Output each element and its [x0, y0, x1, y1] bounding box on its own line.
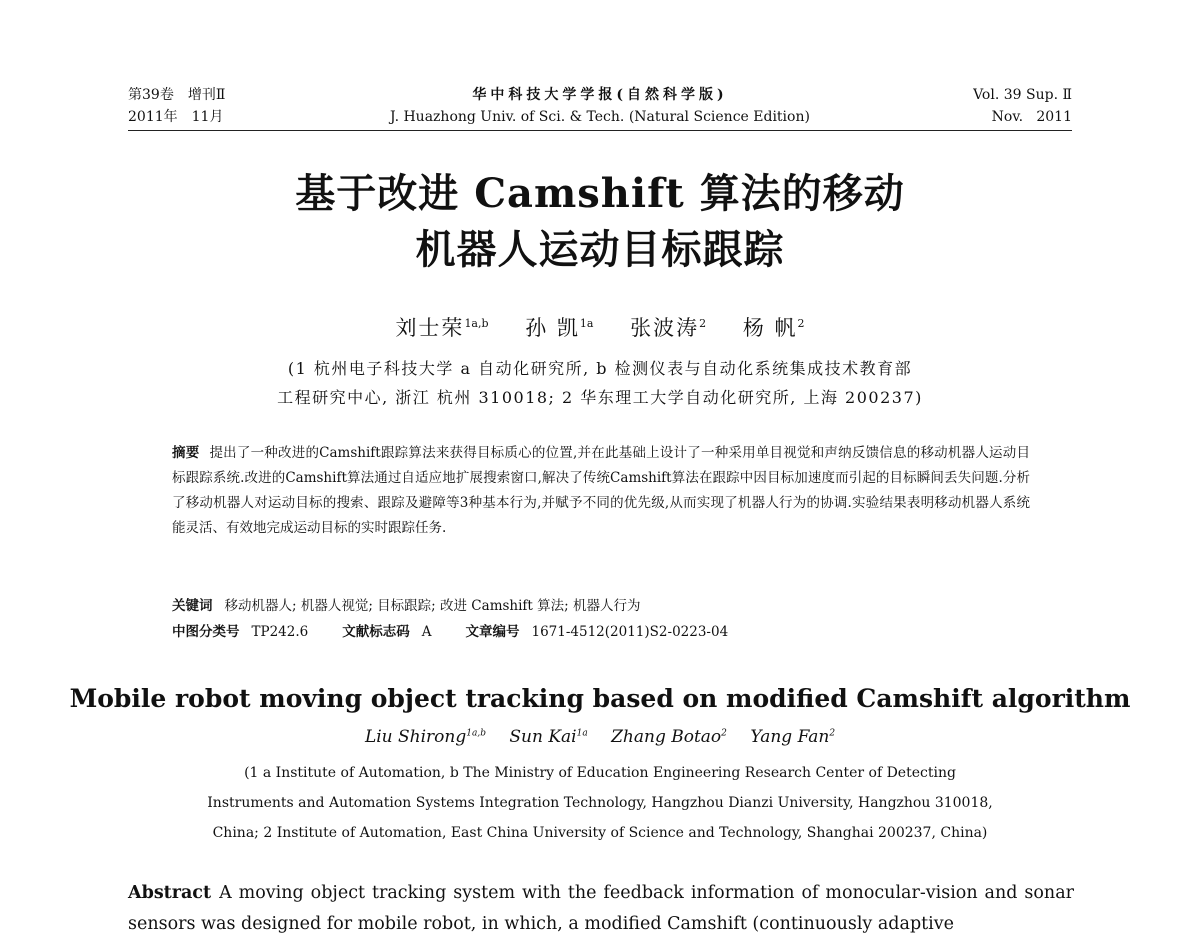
affiliation-en-line: Instruments and Automation Systems Integration Technology, Hangzhou Dianzi University, Hangzhou 310018,	[207, 795, 993, 811]
header-year: 2011年	[128, 109, 178, 125]
paper-title-en: Mobile robot moving object tracking based on modified Camshift algorithm	[69, 684, 1131, 713]
title-cn-line-1: 基于改进 Camshift 算法的移动	[295, 170, 905, 217]
keywords-cn-label: 关键词	[172, 598, 213, 614]
journal-name-cn: 华中科技大学学报(自然科学版)	[472, 87, 728, 103]
author-cn: 张波涛$^2$	[630, 316, 707, 340]
classification-line	[172, 620, 1030, 645]
author-cn: 杨 帆$^2$	[742, 316, 805, 340]
doc-code-label: 文献标志码	[342, 624, 410, 640]
article-id-value: 1671-4512(2011)S2-0223-04	[531, 624, 729, 640]
header-volume: 第39卷	[128, 87, 174, 103]
article-id-label: 文章编号	[465, 624, 520, 640]
abstract-en-label: Abstract	[128, 883, 212, 903]
abstract-cn	[172, 441, 1030, 541]
clc-value: TP242.6	[251, 624, 309, 640]
title-cn-line-2: 机器人运动目标跟踪	[415, 226, 785, 273]
journal-name-en: J. Huazhong Univ. of Sci. & Tech. (Natural Science Edition)	[390, 109, 810, 125]
author-cn: 孙 凯$^{1a}$	[525, 316, 594, 340]
abstract-cn-label: 摘要	[172, 445, 200, 461]
abstract-en	[128, 878, 1074, 940]
author-en: Zhang Botao$^2$	[611, 727, 727, 747]
affiliation-cn-line: (1 杭州电子科技大学 a 自动化研究所, b 检测仪表与自动化系统集成技术教育部	[287, 359, 913, 378]
affiliation-en-line: (1 a Institute of Automation, b The Ministry of Education Engineering Research Center of Detecting	[244, 765, 956, 781]
keywords-cn-text: 移动机器人; 机器人视觉; 目标跟踪; 改进 Camshift 算法; 机器人行为	[224, 598, 641, 614]
abstract-cn-text: 提出了一种改进的Camshift跟踪算法来获得目标质心的位置,并在此基础上设计了一种采用单目视觉和声纳反馈信息的移动机器人运动目标跟踪系统.改进的Camshift算法通过自适应地扩展搜索窗口,解决了传统Camshift算法在跟踪中因目标加速度而引起的目标瞬间丢失问题.分析了移动机器人对运动目标的搜索、跟踪及避障等3种基本行为,并赋予不同的优先级,从而实现了机器人行为的协调.实验结果表明移动机器人系统能灵活、有效地完成运动目标的实时跟踪任务.	[172, 445, 1030, 536]
doc-code-value: A	[421, 624, 432, 640]
paper-title-cn	[0, 166, 1200, 278]
header-vol-en: Vol. 39 Sup. Ⅱ	[973, 87, 1072, 103]
affiliation-cn	[0, 354, 1200, 412]
header-volume-en	[973, 84, 1072, 128]
affiliation-en-line: China; 2 Institute of Automation, East China University of Science and Technology, Shanghai 200237, China)	[212, 825, 988, 841]
abstract-en-text: A moving object tracking system with the feedback information of monocular-vision and sonar sensors was designed for mobile robot, in which, a modified Camshift (continuously adaptive	[128, 883, 1074, 934]
page-header	[128, 84, 1072, 131]
authors-cn	[0, 312, 1200, 342]
author-cn: 刘士荣$^{1a,b}$	[395, 316, 489, 340]
author-en: Liu Shirong$^{1a,b}$	[364, 727, 486, 747]
clc-label: 中图分类号	[172, 624, 240, 640]
authors-en	[0, 727, 1200, 747]
header-issue: 增刊Ⅱ	[187, 87, 226, 103]
header-date-en: Nov. 2011	[991, 109, 1072, 125]
author-en: Yang Fan$^2$	[750, 727, 836, 747]
header-month: 11月	[191, 109, 224, 125]
affiliation-en	[0, 758, 1200, 848]
affiliation-cn-line: 工程研究中心, 浙江 杭州 310018; 2 华东理工大学自动化研究所, 上海 200237)	[277, 388, 923, 407]
author-en: Sun Kai$^{1a}$	[509, 727, 588, 747]
header-journal	[128, 84, 1072, 128]
keywords-cn	[172, 594, 1030, 619]
